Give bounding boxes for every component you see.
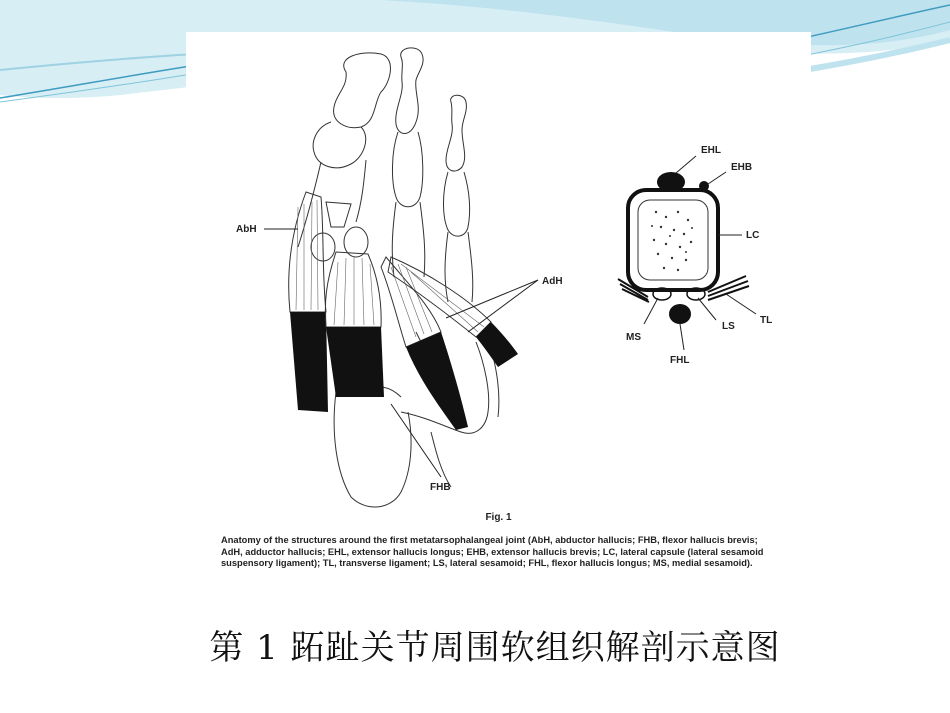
flexor-hallucis-brevis-muscle: [325, 252, 384, 397]
foot-skeleton: [298, 48, 499, 507]
label-lc: LC: [746, 230, 760, 241]
slide-title: 第 1 跖趾关节周围软组织解剖示意图: [209, 628, 781, 668]
figure-number-label: Fig. 1: [485, 512, 512, 523]
fhl-tendon: [669, 304, 691, 324]
label-fhl: FHL: [670, 355, 690, 366]
anatomy-illustration: [186, 32, 811, 595]
label-ms: MS: [626, 332, 641, 343]
joint-cross-section: [618, 172, 749, 324]
label-ehb: EHB: [731, 162, 753, 173]
anatomy-figure-panel: [186, 32, 811, 595]
figure-caption: Anatomy of the structures around the first metatarsophalangeal joint (AbH, abductor hallucis; FHB, flexor hallucis brevis; AdH, adductor hallucis; EHL, extensor hallucis longus; EHB, extensor hallucis brevis; LC, lateral capsule (lateral sesamoid suspensory ligament); TL, transverse ligament; LS, lateral sesamoid; FHL, flexor hallucis longus; MS, medial sesamoid).: [221, 535, 764, 569]
label-adh: AdH: [542, 276, 563, 287]
ehb-tendon: [699, 181, 709, 191]
bone-trabecular-dots: [651, 211, 693, 271]
label-tl: TL: [760, 315, 773, 326]
label-fhb: FHB: [430, 482, 451, 493]
label-ls: LS: [722, 321, 735, 332]
ehl-tendon: [657, 172, 685, 192]
abductor-hallucis-muscle: [289, 192, 328, 412]
adductor-hallucis-muscle: [381, 257, 518, 430]
label-abh: AbH: [236, 224, 257, 235]
label-ehl: EHL: [701, 145, 721, 156]
